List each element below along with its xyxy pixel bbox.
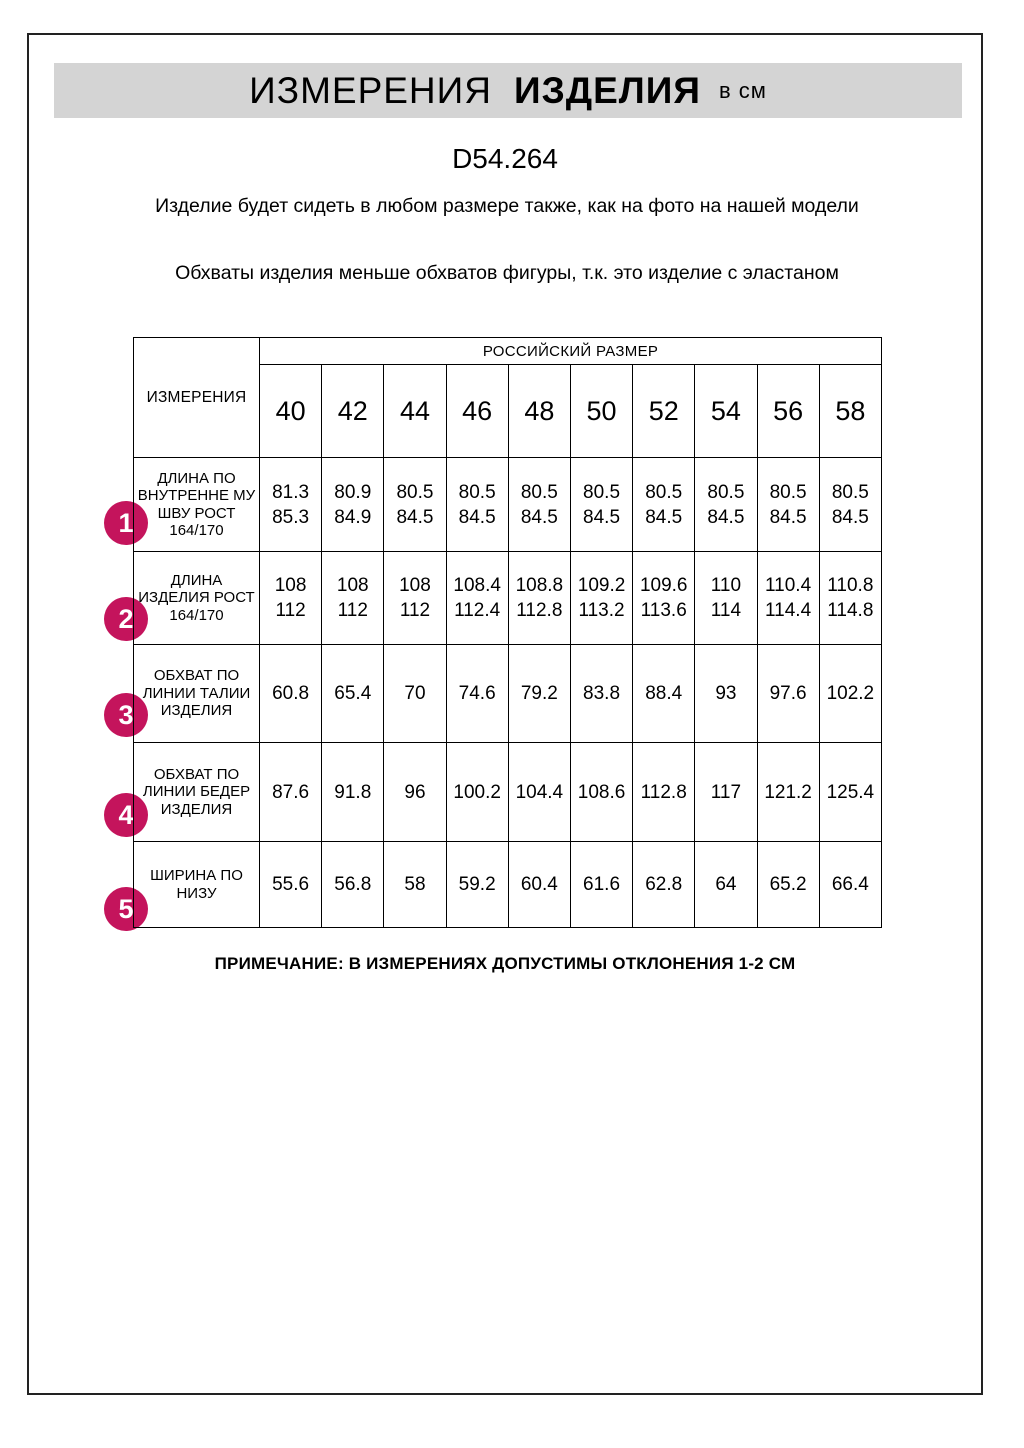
cell-r4-c8: 117 <box>695 743 757 842</box>
cell-r1-c7: 80.5 84.5 <box>633 458 695 552</box>
cell-r4-c9: 121.2 <box>757 743 819 842</box>
description-line-2: Обхваты изделия меньше обхватов фигуры, т.к. это изделие с эластаном <box>175 262 839 284</box>
cell-r5-c8: 64 <box>695 842 757 928</box>
cell-r5-c5: 60.4 <box>508 842 570 928</box>
size-header-42: 42 <box>322 365 384 458</box>
cell-r3-c8: 93 <box>695 645 757 743</box>
cell-r2-c4: 108.4 112.4 <box>446 552 508 645</box>
cell-r5-c9: 65.2 <box>757 842 819 928</box>
table-row <box>134 645 882 743</box>
cell-r4-c4: 100.2 <box>446 743 508 842</box>
cell-r4-c10: 125.4 <box>819 743 881 842</box>
cell-r1-c9: 80.5 84.5 <box>757 458 819 552</box>
row-badge-2: 2 <box>104 597 148 641</box>
cell-r3-c4: 74.6 <box>446 645 508 743</box>
row-badge-1: 1 <box>104 501 148 545</box>
cell-r5-c3: 58 <box>384 842 446 928</box>
cell-r2-c3: 108 112 <box>384 552 446 645</box>
size-header-56: 56 <box>757 365 819 458</box>
title-unit-text: в см <box>718 77 767 103</box>
size-header-52: 52 <box>633 365 695 458</box>
cell-r4-c5: 104.4 <box>508 743 570 842</box>
cell-r3-c3: 70 <box>384 645 446 743</box>
footnote-tolerance-note: ПРИМЕЧАНИЕ: В ИЗМЕРЕНИЯХ ДОПУСТИМЫ ОТКЛОНЕНИЯ 1-2 СМ <box>214 954 796 973</box>
cell-r2-c8: 110 114 <box>695 552 757 645</box>
article-code: D54.264 <box>452 143 558 174</box>
cell-r3-c5: 79.2 <box>508 645 570 743</box>
size-header-50: 50 <box>570 365 632 458</box>
size-header-46: 46 <box>446 365 508 458</box>
size-header-54: 54 <box>695 365 757 458</box>
cell-r3-c9: 97.6 <box>757 645 819 743</box>
cell-r1-c10: 80.5 84.5 <box>819 458 881 552</box>
size-header-40: 40 <box>260 365 322 458</box>
cell-r2-c1: 108 112 <box>260 552 322 645</box>
cell-r1-c2: 80.9 84.9 <box>322 458 384 552</box>
cell-r2-c5: 108.8 112.8 <box>508 552 570 645</box>
title-main-text: ИЗМЕРЕНИЯ <box>249 69 492 111</box>
cell-r1-c3: 80.5 84.5 <box>384 458 446 552</box>
row-label-waist-girth: ОБХВАТ ПО ЛИНИИ ТАЛИИ ИЗДЕЛИЯ <box>134 645 260 743</box>
row-label-garment-length: ДЛИНА ИЗДЕЛИЯ РОСТ 164/170 <box>134 552 260 645</box>
cell-r1-c8: 80.5 84.5 <box>695 458 757 552</box>
cell-r5-c1: 55.6 <box>260 842 322 928</box>
cell-r2-c9: 110.4 114.4 <box>757 552 819 645</box>
measurements-header-cell: ИЗМЕРЕНИЯ <box>134 338 260 458</box>
cell-r4-c1: 87.6 <box>260 743 322 842</box>
table-header-group-row <box>134 338 882 365</box>
size-header-58: 58 <box>819 365 881 458</box>
row-label-bottom-width: ШИРИНА ПО НИЗУ <box>134 842 260 928</box>
cell-r2-c6: 109.2 113.2 <box>570 552 632 645</box>
cell-r3-c1: 60.8 <box>260 645 322 743</box>
cell-r3-c6: 83.8 <box>570 645 632 743</box>
table-row <box>134 743 882 842</box>
cell-r1-c1: 81.3 85.3 <box>260 458 322 552</box>
row-badge-4: 4 <box>104 793 148 837</box>
cell-r4-c3: 96 <box>384 743 446 842</box>
size-header-48: 48 <box>508 365 570 458</box>
row-badge-3: 3 <box>104 693 148 737</box>
row-badge-5: 5 <box>104 887 148 931</box>
cell-r4-c2: 91.8 <box>322 743 384 842</box>
size-table <box>133 337 882 928</box>
cell-r3-c7: 88.4 <box>633 645 695 743</box>
cell-r5-c7: 62.8 <box>633 842 695 928</box>
cell-r5-c2: 56.8 <box>322 842 384 928</box>
cell-r5-c6: 61.6 <box>570 842 632 928</box>
table-row <box>134 552 882 645</box>
cell-r1-c6: 80.5 84.5 <box>570 458 632 552</box>
cell-r2-c7: 109.6 113.6 <box>633 552 695 645</box>
table-row <box>134 842 882 928</box>
russian-size-group-header: РОССИЙСКИЙ РАЗМЕР <box>260 338 882 365</box>
cell-r2-c2: 108 112 <box>322 552 384 645</box>
row-label-hip-girth: ОБХВАТ ПО ЛИНИИ БЕДЕР ИЗДЕЛИЯ <box>134 743 260 842</box>
document-page <box>27 33 983 1395</box>
cell-r2-c10: 110.8 114.8 <box>819 552 881 645</box>
cell-r3-c2: 65.4 <box>322 645 384 743</box>
size-table-wrapper <box>133 337 881 928</box>
row-label-inseam-length: ДЛИНА ПО ВНУТРЕННЕ МУ ШВУ РОСТ 164/170 <box>134 458 260 552</box>
cell-r5-c10: 66.4 <box>819 842 881 928</box>
size-header-44: 44 <box>384 365 446 458</box>
cell-r1-c5: 80.5 84.5 <box>508 458 570 552</box>
description-line-1: Изделие будет сидеть в любом размере также, как на фото на нашей модели <box>155 195 859 217</box>
cell-r4-c7: 112.8 <box>633 743 695 842</box>
cell-r4-c6: 108.6 <box>570 743 632 842</box>
title-strong-text: ИЗДЕЛИЯ <box>513 69 701 111</box>
cell-r3-c10: 102.2 <box>819 645 881 743</box>
cell-r1-c4: 80.5 84.5 <box>446 458 508 552</box>
cell-r5-c4: 59.2 <box>446 842 508 928</box>
title-banner <box>54 63 962 118</box>
table-row <box>134 458 882 552</box>
